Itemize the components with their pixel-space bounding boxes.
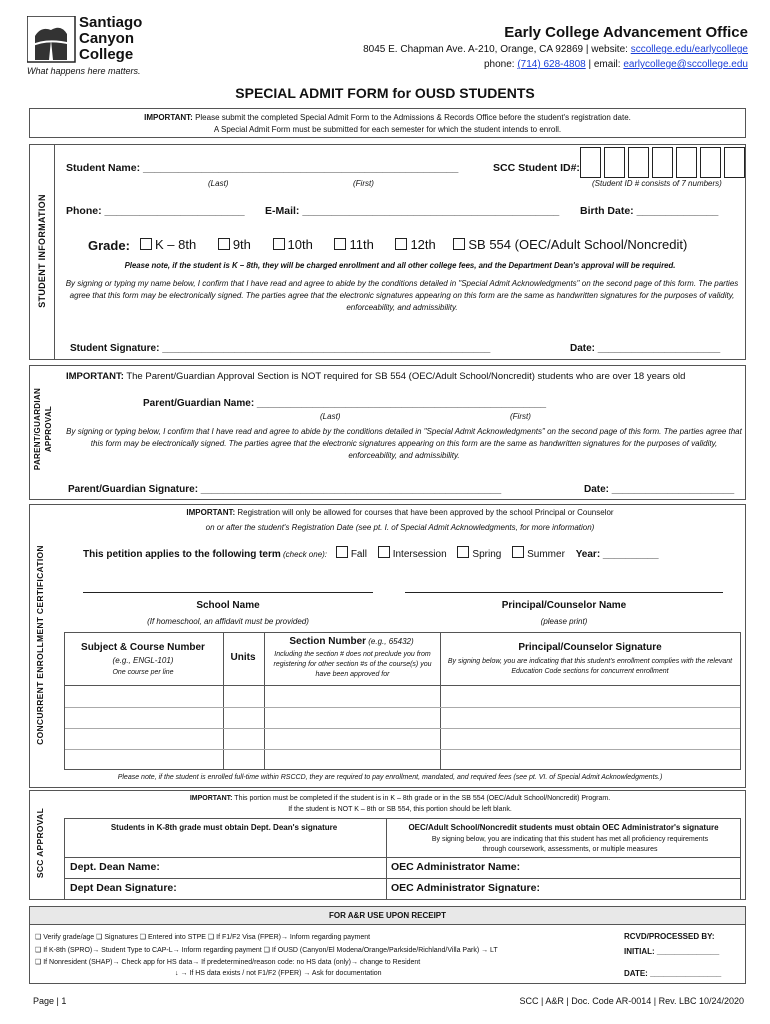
term-fall-checkbox[interactable] (336, 546, 348, 558)
phone-link[interactable]: (714) 628-4808 (517, 59, 586, 70)
col-section-note: Including the section # does not preclude you from registering for other section #s of the course(s) you have been approved for (273, 651, 432, 678)
student-id-digit-1[interactable] (580, 147, 601, 178)
grade-sb554-option[interactable]: SB 554 (OEC/Adult School/Noncredit) (453, 237, 687, 252)
school-name-label: School Name (196, 600, 260, 611)
oec-header: OEC/Adult School/Noncredit students must obtain OEC Administrator's signature (408, 823, 719, 832)
school-name-line[interactable] (83, 592, 373, 593)
concurrent-important-line1: IMPORTANT: Registration will only be allowed for courses that have been approved by the school Principal or Counselor (186, 508, 614, 517)
fulltime-note: Please note, if the student is enrolled full-time within RSCCD, they are required to pay enrollment, mandated, and required fees (see pt. VI. of Special Admit Acknowledgments.) (117, 774, 663, 781)
grade-9-checkbox[interactable] (218, 238, 230, 250)
office-title: Early College Advancement Office (504, 24, 748, 41)
oec-signature-label: OEC Administrator Signature: (391, 882, 540, 894)
term-summer-option[interactable]: Summer (512, 549, 565, 560)
parent-date-label: Date: ______________________ (584, 484, 735, 495)
col-subject-eg: (e.g., ENGL-101) (112, 656, 174, 665)
ar-line4: ↓ → If HS data exists / not F1/F2 (FPER) → Ask for documentation (175, 970, 382, 977)
student-id-digit-2[interactable] (604, 147, 625, 178)
student-id-digit-7[interactable] (724, 147, 745, 178)
dean-name-label: Dept. Dean Name: (70, 861, 160, 873)
scc-important-line1: IMPORTANT: This portion must be completed if the student is in K – 8th grade or in the SB 554 (OEC/Adult School/Noncredit) Program. (189, 795, 611, 802)
student-id-digit-3[interactable] (628, 147, 649, 178)
principal-name-line[interactable] (405, 592, 723, 593)
ar-title: FOR A&R USE UPON RECEIPT (328, 911, 447, 920)
principal-name-note: (please print) (540, 617, 588, 626)
term-intersession-checkbox[interactable] (378, 546, 390, 558)
grade-k8-option[interactable]: K – 8th (140, 237, 196, 252)
parent-signature-label: Parent/Guardian Signature: ______________________________________________________ (68, 484, 502, 495)
student-name-label: Student Name: ______________________________________________________ (66, 162, 459, 174)
grade-sb554-checkbox[interactable] (453, 238, 465, 250)
grade-12-checkbox[interactable] (395, 238, 407, 250)
col-units-header: Units (230, 652, 256, 663)
email-label: E-Mail: ____________________________________________ (265, 205, 560, 217)
col-signature-note: By signing below, you are indicating that this student's enrollment complies with the relevant Education Code sections for concurrent enrollment (447, 658, 733, 675)
ar-rcvd-label: RCVD/PROCESSED BY: (624, 932, 715, 941)
doc-code: SCC | A&R | Doc. Code AR-0014 | Rev. LBC 10/24/2020 (519, 996, 744, 1006)
scc-approval-label: SCC APPROVAL (35, 807, 45, 879)
office-contact: phone: (714) 628-4808 | email: earlycollege@sccollege.edu (483, 59, 748, 70)
term-selection: This petition applies to the following term (check one): Fall Intersession Spring Summer Year: __________ (83, 546, 659, 560)
grade-10-option[interactable]: 10th (273, 237, 313, 252)
ar-initial-label: INITIAL: ______________ (624, 947, 720, 956)
student-id-digit-5[interactable] (676, 147, 697, 178)
parent-last-hint: (Last) (320, 412, 341, 421)
grade-9-option[interactable]: 9th (218, 237, 251, 252)
college-logo (27, 16, 152, 80)
grade-10-checkbox[interactable] (273, 238, 285, 250)
grade-label: Grade: (88, 238, 130, 253)
col-subject-note: One course per line (112, 669, 174, 676)
student-date-label: Date: ______________________ (570, 343, 721, 354)
school-name-note: (If homeschool, an affidavit must be provided) (147, 617, 309, 626)
grade-k8-checkbox[interactable] (140, 238, 152, 250)
student-id-note: (Student ID # consists of 7 numbers) (592, 179, 722, 188)
office-address: 8045 E. Chapman Ave. A-210, Orange, CA 92869 | website: sccollege.edu/earlycollege (363, 44, 748, 55)
tree-icon (27, 16, 77, 64)
parent-section-label: PARENT/GUARDIAN APPROVAL (33, 387, 53, 471)
ar-date-label: DATE: ________________ (624, 969, 722, 978)
important-notice-line1: IMPORTANT: Please submit the completed Special Admit Form to the Admissions & Records Office before the student's registration date. (144, 113, 631, 122)
student-last-hint: (Last) (208, 179, 229, 188)
logo-line3: College (79, 46, 134, 63)
birth-date-label: Birth Date: ______________ (580, 205, 719, 217)
oec-name-label: OEC Administrator Name: (391, 861, 521, 873)
col-section-header: Section Number (e.g., 65432) (289, 636, 414, 647)
website-link[interactable]: sccollege.edu/earlycollege (630, 44, 748, 55)
parent-agreement: By signing or typing below, I confirm that I have read and agree to abide by the conditions detailed in "Special Admit Acknowledgments" on the second page of this form. The parties agree that this form may be electronically signed. The parties agree that the electronic signatures appearing on this form are the same as handwritten signatures for the purposes of validity, enforceability, and admissibility. (66, 427, 742, 460)
term-summer-checkbox[interactable] (512, 546, 524, 558)
dean-signature-label: Dept Dean Signature: (70, 882, 177, 894)
k8-fee-note: Please note, if the student is K – 8th, they will be charged enrollment and all other college fees, and the Department Dean's approval will be required. (124, 261, 676, 270)
term-intersession-option[interactable]: Intersession (378, 549, 447, 560)
grade-12-option[interactable]: 12th (395, 237, 435, 252)
phone-label: Phone: ________________________ (66, 205, 245, 217)
principal-name-label: Principal/Counselor Name (501, 600, 627, 611)
dean-header: Students in K-8th grade must obtain Dept. Dean's signature (110, 823, 338, 832)
important-notice-line2: A Special Admit Form must be submitted for each semester for which the student intends to enroll. (213, 125, 562, 134)
scc-important-line2: If the student is NOT K – 8th or SB 554, this portion should be left blank. (288, 806, 512, 813)
email-link[interactable]: earlycollege@sccollege.edu (623, 59, 748, 70)
logo-tagline: What happens here matters. (27, 66, 141, 76)
concurrent-important-line2: on or after the student's Registration Date (see pt. I. of Special Admit Acknowledgments, for more information) (205, 523, 595, 532)
student-agreement: By signing or typing my name below, I confirm that I have read and agree to abide by the conditions detailed in "Special Admit Acknowledgments" on the second page of this form. The parties agree that this form may be electronically signed. The parties agree that the electronic signatures appearing on this form are the same as handwritten signatures for the purposes of validity, enforceability, and admissibility. (65, 279, 739, 312)
term-fall-option[interactable]: Fall (336, 549, 367, 560)
student-signature-label: Student Signature: ___________________________________________________________ (70, 343, 491, 354)
parent-name-label: Parent/Guardian Name: ____________________________________________________ (143, 398, 547, 409)
term-spring-option[interactable]: Spring (457, 549, 501, 560)
term-spring-checkbox[interactable] (457, 546, 469, 558)
concurrent-section-label: CONCURRENT ENROLLMENT CERTIFICATION (35, 545, 45, 745)
logo-line1: Santiago (79, 14, 143, 31)
grade-11-checkbox[interactable] (334, 238, 346, 250)
col-subject-header: Subject & Course Number (81, 642, 205, 653)
ar-line2: ❑ If K-8th (SPRO)→ Student Type to CAP-L→ Inform regarding payment ❑ If OUSD (Canyon/El Modena/Orange/Parkside/Richland/Villa Park) → LT (35, 947, 498, 954)
student-id-digit-4[interactable] (652, 147, 673, 178)
student-first-hint: (First) (353, 179, 374, 188)
page-number: Page | 1 (33, 996, 67, 1006)
grade-11-option[interactable]: 11th (334, 237, 373, 252)
ar-line1: ❑ Verify grade/age ❑ Signatures ❑ Entered into STPE ❑ If F1/F2 Visa (FPER)→ Inform regarding payment (35, 934, 371, 941)
student-section-label: STUDENT INFORMATION (37, 194, 47, 308)
form-title: SPECIAL ADMIT FORM for OUSD STUDENTS (235, 85, 535, 101)
student-id-label: SCC Student ID#: (493, 162, 580, 174)
student-id-digit-6[interactable] (700, 147, 721, 178)
year-label: Year: __________ (575, 549, 659, 560)
ar-line3: ❑ If Nonresident (SHAP)→ Check app for HS data→ If predetermined/reason code: no HS data (only)→ change to Resident (35, 959, 421, 966)
oec-note: By signing below, you are indicating that this student has met all proficiency requirements through coursework, assessments, or multiple measures (431, 836, 709, 853)
parent-important: IMPORTANT: The Parent/Guardian Approval Section is NOT required for SB 554 (OEC/Adult School/Noncredit) students who are over 18 years old (66, 371, 686, 382)
logo-line2: Canyon (79, 30, 135, 47)
col-signature-header: Principal/Counselor Signature (518, 642, 662, 653)
parent-first-hint: (First) (510, 412, 531, 421)
grade-options (140, 237, 687, 252)
